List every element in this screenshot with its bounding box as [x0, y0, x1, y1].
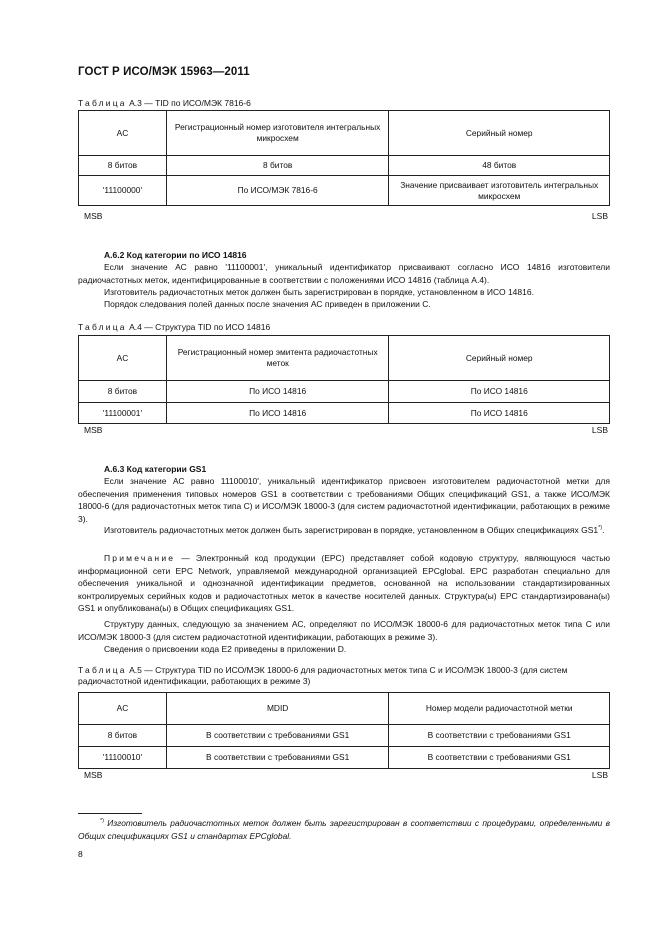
lsb-label: LSB [591, 425, 608, 435]
table-header-row [79, 111, 610, 156]
table-cell: 8 битов [166, 156, 389, 176]
footnote-text: Изготовитель радиочастотных меток должен быть зарегистрирован в соответствии с процедурами, определенными в Общих спецификациях GS1 и стандартах EPCglobal. [78, 818, 610, 841]
header-cell: Регистрационный номер изготовителя интегральных микросхем [166, 111, 389, 156]
header-cell: Серийный номер [389, 336, 610, 381]
note-text: — Электронный код продукции (EPC) представляет собой кодовую структуру, являющуюся частью информационной сети EPC Network, управляемой международной организацией EPCglobal. EPC разработан специально для обеспечения уникальной и однозначной идентификации предметов, основанной на использовании стандартизированных контролируемых серийных кодов и радиочастотных меток в качестве носителей данных. Структура(ы) EPC стандартизирована(ы) GS1 и опубликована(ы) в Общих спецификациях GS1. [78, 553, 610, 613]
section-heading-a63: А.6.3 Код категории GS1 [104, 464, 207, 474]
lsb-label: LSB [591, 211, 608, 221]
header-cell: Номер модели радиочастотной метки [389, 693, 610, 725]
footnote-reference: *) [598, 525, 603, 532]
caption-text: А.3 — TID по ИСО/МЭК 7816-6 [126, 98, 251, 108]
table-cell: В соответствии с требованиями GS1 [389, 725, 610, 747]
table-row [79, 747, 610, 769]
paragraph: Изготовитель радиочастотных меток должен быть зарегистрирован в порядке, установленном в ИСО 14816. [104, 287, 534, 297]
table-cell: 8 битов [79, 156, 167, 176]
table-a3-caption [78, 98, 251, 109]
note-label: Примечание [104, 553, 176, 563]
header-cell: MDID [166, 693, 389, 725]
table-cell: '11100000' [79, 176, 167, 206]
paragraph: Сведения о присвоении кода Е2 приведены в приложении D. [104, 644, 347, 654]
lsb-label: LSB [591, 770, 608, 780]
table-cell: Значение присваивает изготовитель интегральных микросхем [389, 176, 610, 206]
table-a4 [78, 335, 610, 424]
header-cell: Регистрационный номер эмитента радиочастотных меток [166, 336, 389, 381]
caption-text: А.5 — Структура TID по ИСО/МЭК 18000-6 для радиочастотных меток типа С и ИСО/МЭК 18000-3 (для систем радиочастотной идентификации, работающих в режиме 3) [78, 665, 568, 686]
caption-text: А.4 — Структура TID по ИСО 14816 [126, 322, 271, 332]
table-a5-caption [78, 665, 610, 687]
footnote [78, 817, 610, 842]
table-cell: По ИСО 14816 [389, 403, 610, 424]
caption-label: Таблица [78, 98, 127, 108]
table-a4-caption [78, 322, 270, 333]
table-row [79, 725, 610, 747]
header-cell: Серийный номер [389, 111, 610, 156]
header-cell: AC [79, 693, 167, 725]
paragraph: Если значение АС равно '11100001', уникальный идентификатор присваивают согласно ИСО 14816 изготовители радиочастотных меток, идентифицированные в соответствии с положениями ИСО 14816 (таблица А.4). [78, 262, 610, 285]
table-cell: В соответствии с требованиями GS1 [166, 725, 389, 747]
paragraph-text: Изготовитель радиочастотных меток должен быть зарегистрирован в порядке, установленном в Общих спецификациях GS1 [104, 525, 599, 535]
paragraph [78, 524, 610, 537]
table-cell: По ИСО 14816 [389, 381, 610, 403]
header-cell: AC [79, 111, 167, 156]
table-cell: '11100010' [79, 747, 167, 769]
page-number: 8 [78, 849, 83, 859]
table-a5 [78, 692, 610, 769]
paragraph-end: . [602, 525, 605, 535]
paragraph: Структуру данных, следующую за значением АС, определяют по ИСО/МЭК 18000-6 для радиочастотных меток типа С или ИСО/МЭК 18000-3 (для систем радиочастотной идентификации, работающих в режиме 3). [78, 619, 610, 642]
msb-label: MSB [84, 425, 103, 435]
caption-label: Таблица [78, 322, 127, 332]
document-header: ГОСТ Р ИСО/МЭК 15963—2011 [78, 66, 250, 78]
msb-label: MSB [84, 211, 103, 221]
table-cell: В соответствии с требованиями GS1 [166, 747, 389, 769]
footnote-divider [78, 813, 142, 814]
table-cell: '11100001' [79, 403, 167, 424]
table-cell: 8 битов [79, 381, 167, 403]
note-paragraph [78, 552, 610, 615]
table-cell: По ИСО 14816 [166, 381, 389, 403]
table-cell: 48 битов [389, 156, 610, 176]
table-cell: В соответствии с требованиями GS1 [389, 747, 610, 769]
header-cell: AC [79, 336, 167, 381]
table-row [79, 176, 610, 206]
table-cell: 8 битов [79, 725, 167, 747]
table-cell: По ИСО/МЭК 7816-6 [166, 176, 389, 206]
table-header-row [79, 336, 610, 381]
table-row [79, 156, 610, 176]
section-heading-a62: А.6.2 Код категории по ИСО 14816 [104, 250, 247, 260]
paragraph: Порядок следования полей данных после значения АС приведен в приложении С. [104, 299, 431, 309]
table-row [79, 403, 610, 424]
paragraph: Если значение АС равно 11100010', уникальный идентификатор присвоен изготовителем радиочастотной метки для обеспечения применения типовых номеров GS1 в соответствии с требованиями Общих спецификаций GS1, а также ИСО/МЭК 18000-6 (для радиочастотных меток типа С) и ИСО/МЭК 18000-3 (для систем радиочастотной идентификации, работающих в режиме 3). [78, 476, 610, 524]
table-a3 [78, 110, 610, 206]
table-cell: По ИСО 14816 [166, 403, 389, 424]
table-header-row [79, 693, 610, 725]
table-row [79, 381, 610, 403]
footnote-mark: *) [100, 818, 104, 825]
msb-label: MSB [84, 770, 103, 780]
caption-label: Таблица [78, 665, 127, 675]
